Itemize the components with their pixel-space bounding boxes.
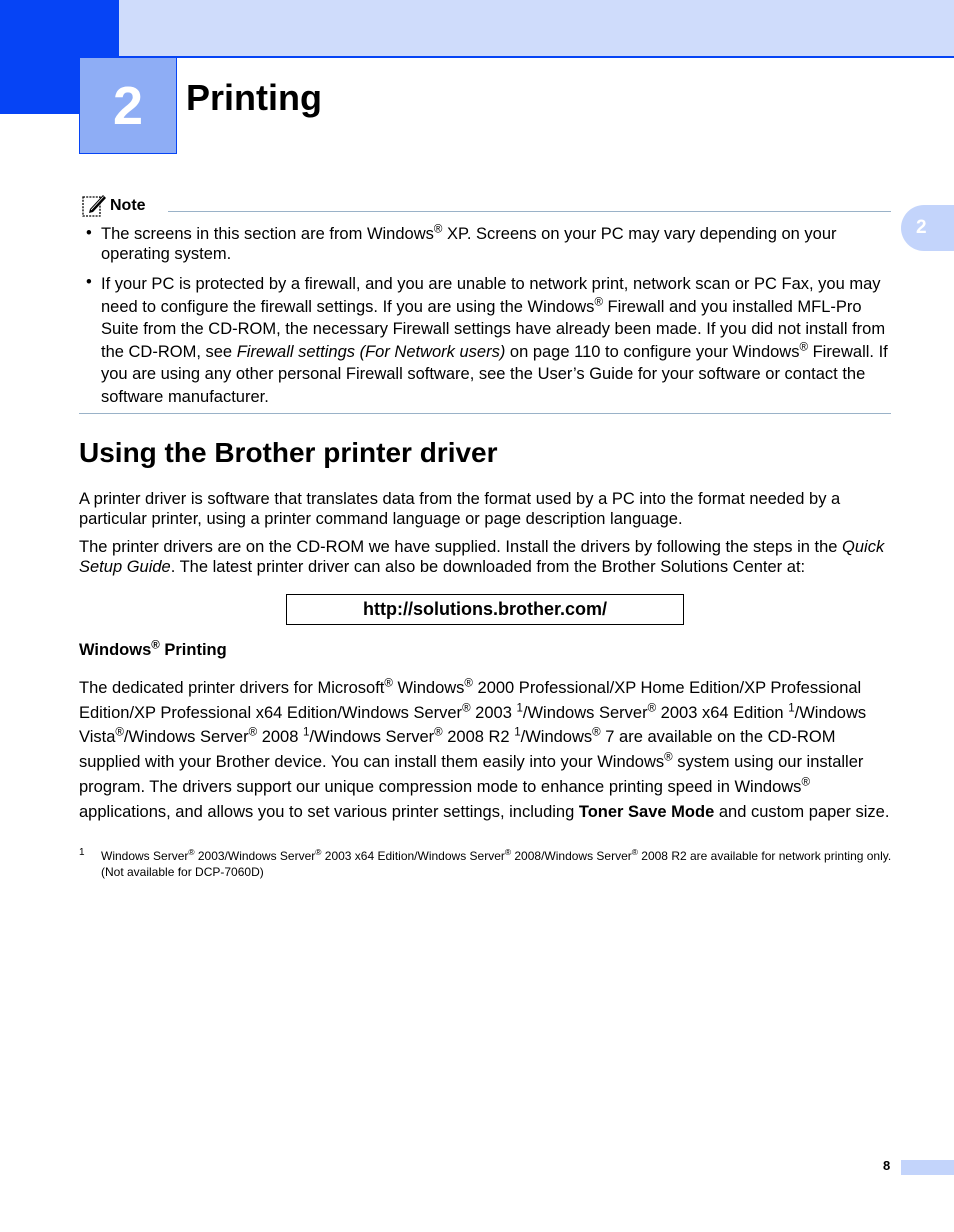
header-rule <box>119 56 954 58</box>
page-number: 8 <box>883 1158 891 1173</box>
note-top-rule <box>168 211 891 212</box>
bullet-marker: • <box>86 273 92 291</box>
footnote-text: Windows Server® 2003/Windows Server® 2003 x64 Edition/Windows Server® 2008/Windows Server® 2008 R2 are available for network printing only. (Not available for DCP-7060D) <box>101 847 892 879</box>
firewall-settings-link[interactable]: Firewall settings (For Network users) <box>236 342 506 361</box>
note-item-2: If your PC is protected by a firewall, and you are unable to network print, network scan or PC Fax, you may need to configure the firewall settings. If you are using the Windows® Firewall and you installed MFL-Pro Suite from the CD-ROM, the necessary Firewall settings have already been made. If you did not install from the CD-ROM, see Firewall settings (For Network users) on page 110 to configure your Windows® Firewall. If you are using any other personal Firewall software, see the User’s Guide for your software or contact the software manufacturer. <box>101 275 888 406</box>
solutions-url-link[interactable]: http://solutions.brother.com/ <box>286 594 684 625</box>
header-band <box>0 0 954 56</box>
chapter-side-tab[interactable]: 2 <box>901 205 954 251</box>
footnote-number: 1 <box>79 847 85 858</box>
note-bottom-rule <box>79 413 891 414</box>
quick-setup-guide-ref: Quick Setup Guide <box>79 538 885 576</box>
footnote-ref[interactable]: 1 <box>303 726 310 739</box>
toner-save-mode: Toner Save Mode <box>578 802 715 821</box>
section-heading: Using the Brother printer driver <box>79 437 498 468</box>
bullet-marker: • <box>86 224 92 242</box>
footnote-ref[interactable]: 1 <box>788 702 795 715</box>
driver-paragraph: The printer drivers are on the CD-ROM we have supplied. Install the drivers by following the steps in the Quick Setup Guide. The latest printer driver can also be downloaded from the Brother Solutions Center at: <box>79 538 885 576</box>
footnote-ref[interactable]: 1 <box>516 702 523 715</box>
chapter-title: Printing <box>186 77 322 118</box>
chapter-number: 2 <box>79 58 177 154</box>
intro-paragraph: A printer driver is software that translates data from the format used by a PC into the format needed by a particular printer, using a printer command language or page description language. <box>79 490 841 528</box>
note-item-1: The screens in this section are from Windows® XP. Screens on your PC may vary depending on your operating system. <box>101 223 837 263</box>
footnote-ref[interactable]: 1 <box>514 726 521 739</box>
page-bar <box>901 1160 954 1175</box>
note-label: Note <box>110 197 146 214</box>
windows-printing-heading: Windows® Printing <box>79 639 227 659</box>
windows-drivers-paragraph: The dedicated printer drivers for Microsoft® Windows® 2000 Professional/XP Home Edition/XP Professional Edition/XP Professional x64 Edition/Windows Server® 2003 $^1$/Windows Server® 2003 x64 Edition $^1$/Windows Vista®/Windows Server® 2008 $^1$/Windows Server® 2008 R2 $^1$/Windows® 7 are available on the CD-ROM supplied with your Brother device. You can install them easily into your Windows® system using our installer program. The drivers support our unique compression mode to enhance printing speed in Windows® applications, and allows you to set various printer settings, including Toner Save Mode and custom paper size. <box>79 677 890 821</box>
note-pencil-icon <box>81 192 107 218</box>
